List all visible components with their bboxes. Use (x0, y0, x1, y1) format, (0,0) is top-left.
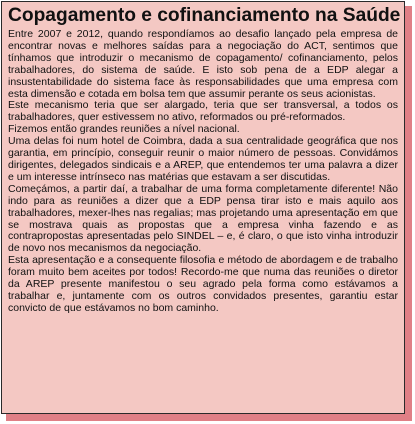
article-box (1, 1, 405, 414)
paragraph-5: Começámos, a partir daí, a trabalhar de uma forma completamente diferente! Não indo para as reuniões a dizer que a EDP pensa tirar isto e mais aquilo aos trabalhadores, mexer-lhes nas regalias; mas projetando uma apresentação em que se mostrava quais as propostas que a empresa vinha fazendo e as contrapropostas apresentadas pelo SINDEL – e, é claro, o que isto vinha introduzir de novo nos mecanismos da negociação. (8, 182, 398, 255)
paragraph-3: Fizemos então grandes reuniões a nível nacional. (8, 123, 240, 136)
article-title: Copagamento e cofinanciamento na Saúde (8, 5, 401, 26)
paragraph-2: Este mecanismo teria que ser alargado, teria que ser transversal, a todos os trabalhadores, quer estivessem no ativo, reformados ou pré-reformados. (8, 99, 398, 124)
paragraph-6: Esta apresentação e a consequente filosofia e método de abordagem e de trabalho foram muito bem aceites por todos! Recordo-me que numa das reuniões o diretor da AREP presente manifestou o seu agrado pela forma como estávamos a trabalhar e, juntamente com os outros convidados presentes, garantiu estar convicto de que estávamos no bom caminho. (8, 254, 398, 314)
paragraph-1: Entre 2007 e 2012, quando respondíamos ao desafio lançado pela empresa de encontrar novas e melhores saídas para a negociação do ACT, sentimos que tínhamos que introduzir o mecanismo de copagamento/ cofinanciamento, pelos trabalhadores, do sistema de saúde. E isto sob pena de a EDP alegar a insustentabilidade do sistema face às responsabilidades que uma empresa com esta dimensão e cotada em bolsa tem que assumir perante os seus acionistas. (8, 28, 398, 100)
paragraph-4: Uma delas foi num hotel de Coimbra, dada a sua centralidade geográfica que nos garantia, em princípio, conseguir reunir o maior número de pessoas. Convidámos dirigentes, delegados sindicais e a AREP, que entendemos ter uma palavra a dizer e um interesse intrínseco nas matérias que estavam a ser discutidas. (8, 135, 398, 183)
